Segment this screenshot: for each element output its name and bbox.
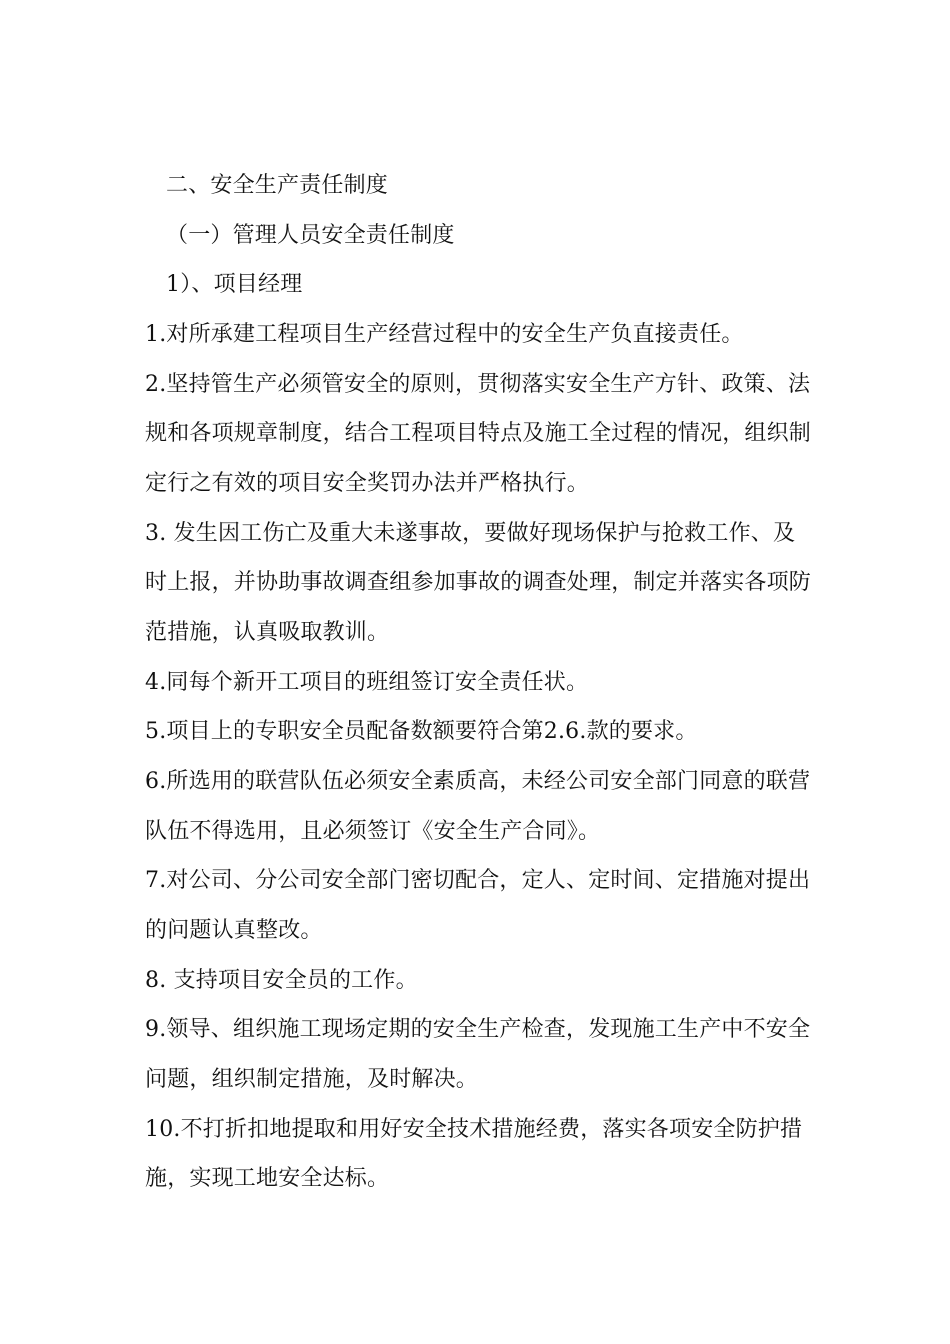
item-10-line-1: 10.不打折扣地提取和用好安全技术措施经费，落实各项安全防护措 <box>145 1117 803 1142</box>
item-2-line-1: 2.坚持管生产必须管安全的原则，贯彻落实安全生产方针、政策、法 <box>145 372 811 397</box>
item-3-line-1: 3. 发生因工伤亡及重大未遂事故，要做好现场保护与抢救工作、及 <box>145 521 796 546</box>
item-7-line-2: 的问题认真整改。 <box>145 918 323 943</box>
item-2-line-3: 定行之有效的项目安全奖罚办法并严格执行。 <box>145 471 590 496</box>
item-9-line-2: 问题，组织制定措施，及时解决。 <box>145 1067 479 1092</box>
item-1-line-1: 1.对所承建工程项目生产经营过程中的安全生产负直接责任。 <box>145 322 744 347</box>
subsection-heading: （一）管理人员安全责任制度 <box>166 223 455 248</box>
item-5-line-1: 5.项目上的专职安全员配备数额要符合第2.6.款的要求。 <box>145 719 698 744</box>
section-heading: 二、安全生产责任制度 <box>166 173 389 198</box>
item-3-line-2: 时上报，并协助事故调查组参加事故的调查处理，制定并落实各项防 <box>145 570 812 595</box>
item-8-line-1: 8. 支持项目安全员的工作。 <box>145 968 418 993</box>
role-heading: 1）、项目经理 <box>166 272 303 297</box>
item-2-line-2: 规和各项规章制度，结合工程项目特点及施工全过程的情况，组织制 <box>145 421 812 446</box>
item-6-line-1: 6.所选用的联营队伍必须安全素质高，未经公司安全部门同意的联营 <box>145 769 811 794</box>
item-3-line-3: 范措施，认真吸取教训。 <box>145 620 390 645</box>
item-4-line-1: 4.同每个新开工项目的班组签订安全责任状。 <box>145 670 589 695</box>
item-7-line-1: 7.对公司、分公司安全部门密切配合，定人、定时间、定措施对提出 <box>145 868 811 893</box>
item-6-line-2: 队伍不得选用，且必须签订《安全生产合同》。 <box>145 819 601 844</box>
item-9-line-1: 9.领导、组织施工现场定期的安全生产检查，发现施工生产中不安全 <box>145 1017 811 1042</box>
item-10-line-2: 施，实现工地安全达标。 <box>145 1166 390 1191</box>
